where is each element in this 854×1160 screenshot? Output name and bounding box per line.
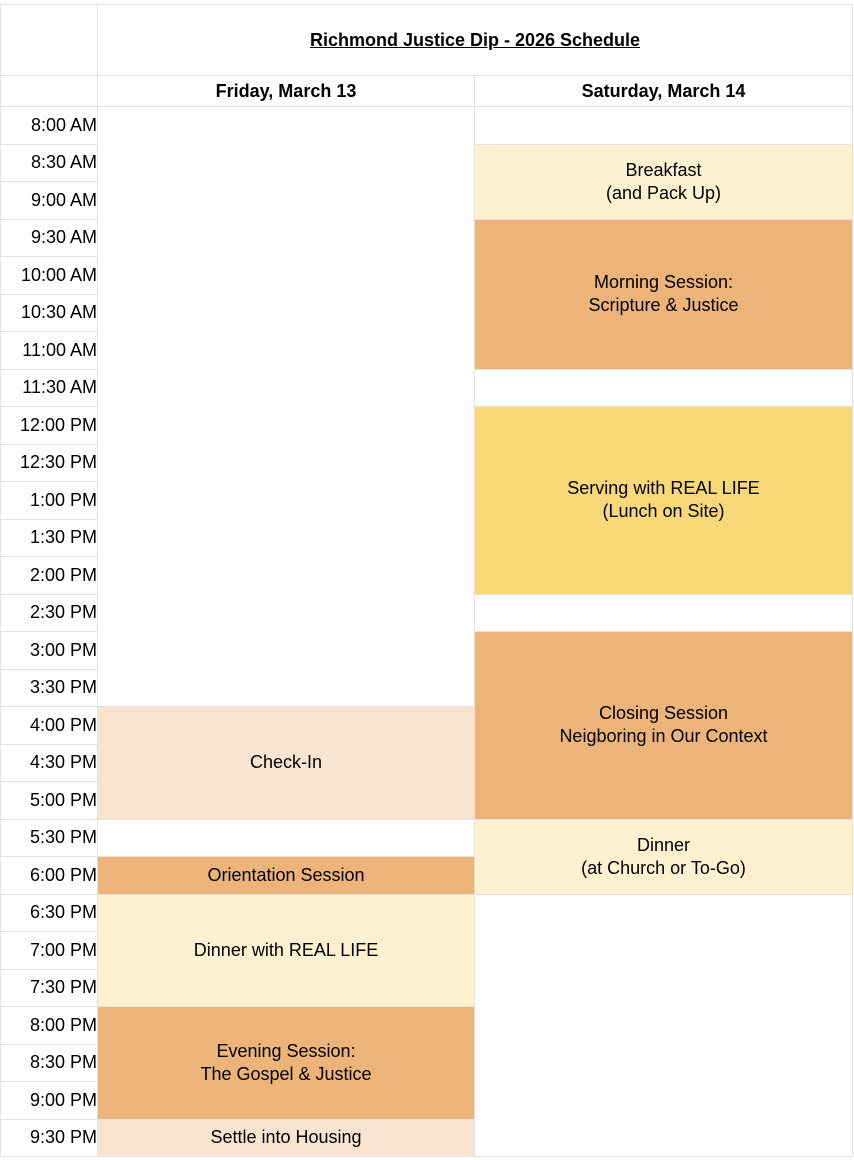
corner-cell-day[interactable] <box>1 76 98 107</box>
event-text-line: (Lunch on Site) <box>602 501 725 522</box>
empty-cell-saturday[interactable] <box>475 894 853 1157</box>
time-label[interactable]: 7:00 PM <box>1 932 98 970</box>
empty-cell-friday[interactable] <box>98 819 475 857</box>
time-label[interactable]: 4:00 PM <box>1 707 98 745</box>
event-text-line: Evening Session: <box>216 1040 356 1061</box>
time-label[interactable]: 10:00 AM <box>1 257 98 295</box>
corner-cell[interactable] <box>1 5 98 76</box>
day-header-saturday[interactable]: Saturday, March 14 <box>475 76 853 107</box>
time-label[interactable]: 8:00 PM <box>1 1007 98 1045</box>
event-text-line: Neigboring in Our Context <box>559 726 768 747</box>
event-text-line: Closing Session <box>598 703 729 724</box>
time-label[interactable]: 12:30 PM <box>1 444 98 482</box>
title-row <box>1 5 853 76</box>
event-text-line: Serving with REAL LIFE <box>567 478 760 499</box>
day-header-row <box>1 76 853 107</box>
time-slot-row <box>1 107 853 145</box>
time-label[interactable]: 11:30 AM <box>1 369 98 407</box>
event-morning-session[interactable] <box>475 219 853 369</box>
event-text-line: Settle into Housing <box>210 1127 362 1148</box>
time-slot-row <box>1 819 853 857</box>
time-slot-row <box>1 894 853 932</box>
event-orientation[interactable] <box>98 857 475 895</box>
day-header-friday[interactable]: Friday, March 13 <box>98 76 475 107</box>
time-label[interactable]: 9:00 PM <box>1 1082 98 1120</box>
time-label[interactable]: 8:00 AM <box>1 107 98 145</box>
time-label[interactable]: 1:00 PM <box>1 482 98 520</box>
event-text-line: Check-In <box>249 752 323 773</box>
event-text-line: (and Pack Up) <box>605 182 722 203</box>
event-dinner-church[interactable] <box>475 819 853 894</box>
event-checkin[interactable] <box>98 707 475 820</box>
time-label[interactable]: 3:30 PM <box>1 669 98 707</box>
time-label[interactable]: 2:30 PM <box>1 594 98 632</box>
event-closing-session[interactable] <box>475 632 853 820</box>
time-label[interactable]: 2:00 PM <box>1 557 98 595</box>
event-dinner-real-life[interactable] <box>98 894 475 1007</box>
empty-cell-saturday[interactable] <box>475 369 853 407</box>
time-label[interactable]: 8:30 PM <box>1 1044 98 1082</box>
schedule-table <box>0 4 853 1157</box>
time-label[interactable]: 9:00 AM <box>1 182 98 220</box>
event-evening-session[interactable] <box>98 1007 475 1120</box>
time-label[interactable]: 6:30 PM <box>1 894 98 932</box>
event-text-line: Scripture & Justice <box>588 295 739 315</box>
schedule-title[interactable]: Richmond Justice Dip - 2026 Schedule <box>98 5 853 76</box>
time-label[interactable]: 7:30 PM <box>1 969 98 1007</box>
event-text-line: (at Church or To-Go) <box>581 857 746 878</box>
empty-cell-saturday[interactable] <box>475 107 853 145</box>
time-label[interactable]: 5:00 PM <box>1 782 98 820</box>
empty-cell-friday[interactable] <box>98 107 475 707</box>
time-label[interactable]: 9:30 AM <box>1 219 98 257</box>
time-label[interactable]: 5:30 PM <box>1 819 98 857</box>
empty-cell-saturday[interactable] <box>475 594 853 632</box>
time-label[interactable]: 4:30 PM <box>1 744 98 782</box>
event-text-line: The Gospel & Justice <box>200 1063 372 1084</box>
event-text-line: Morning Session: <box>593 272 734 292</box>
time-label[interactable]: 11:00 AM <box>1 332 98 370</box>
event-settle-housing[interactable] <box>98 1119 475 1157</box>
time-label[interactable]: 12:00 PM <box>1 407 98 445</box>
time-label[interactable]: 1:30 PM <box>1 519 98 557</box>
time-label[interactable]: 9:30 PM <box>1 1119 98 1157</box>
event-text-line: Breakfast <box>625 159 702 180</box>
time-label[interactable]: 8:30 AM <box>1 144 98 182</box>
event-serving-real-life[interactable] <box>475 407 853 595</box>
time-label[interactable]: 10:30 AM <box>1 294 98 332</box>
time-label[interactable]: 6:00 PM <box>1 857 98 895</box>
event-breakfast[interactable] <box>475 144 853 219</box>
event-text-line: Orientation Session <box>207 864 365 885</box>
time-label[interactable]: 3:00 PM <box>1 632 98 670</box>
event-text-line: Dinner with REAL LIFE <box>193 939 379 960</box>
event-text-line: Dinner <box>636 834 691 855</box>
